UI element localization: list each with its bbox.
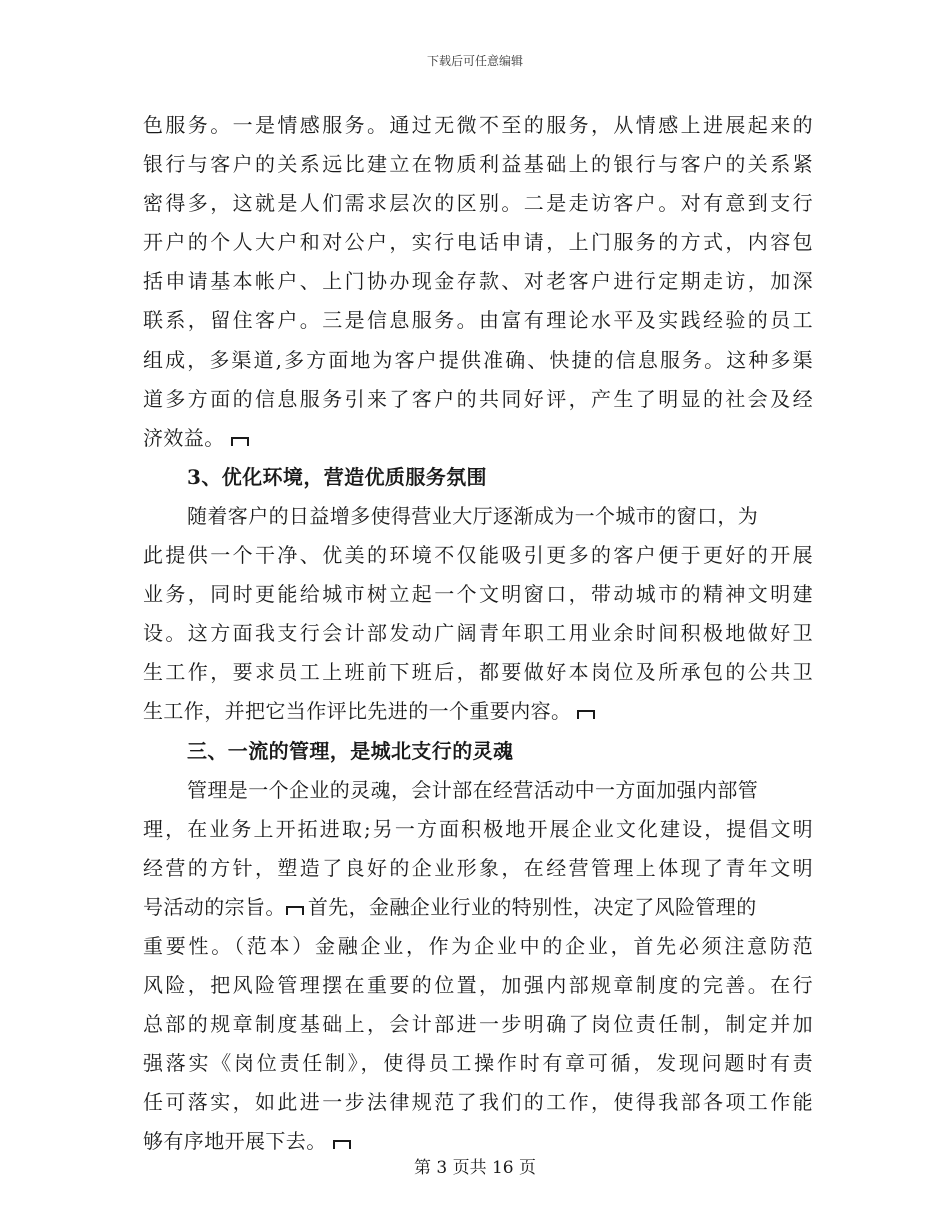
- paragraph-mark-icon: [333, 1140, 351, 1149]
- body-line: 道多方面的信息服务引来了客户的共同好评，产生了明显的社会及经: [143, 386, 813, 411]
- body-line: 联系，留住客户。三是信息服务。由富有理论水平及实践经验的员工: [143, 308, 813, 333]
- body-line-text: 济效益。: [143, 425, 225, 450]
- body-line: 随着客户的日益增多使得营业大厅逐渐成为一个城市的窗口，为: [187, 503, 759, 528]
- document-body: [143, 106, 813, 1162]
- body-line: 括申请基本帐户、上门协办现金存款、对老客户进行定期走访，加深: [143, 269, 813, 294]
- paragraph-mark-icon: [286, 906, 304, 915]
- page-header: 下载后可任意编辑: [426, 54, 523, 68]
- body-line: 密得多，这就是人们需求层次的区别。二是走访客户。对有意到支行: [143, 191, 813, 216]
- mixed-line: [143, 888, 813, 927]
- paragraph-end-line: [143, 692, 813, 731]
- body-line: 总部的规章制度基础上，会计部进一步明确了岗位责任制，制定并加: [143, 1012, 813, 1037]
- body-line: 设。这方面我支行会计部发动广阔青年职工用业余时间积极地做好卫: [143, 621, 813, 646]
- body-line: 生工作，要求员工上班前下班后，都要做好本岗位及所承包的公共卫: [143, 660, 813, 685]
- body-line: 重要性。（范本）金融企业，作为企业中的企业，首先必须注意防范: [143, 933, 813, 958]
- body-line: 组成，多渠道,多方面地为客户提供准确、快捷的信息服务。这种多渠: [143, 347, 813, 372]
- body-line: 强落实《岗位责任制》，使得员工操作时有章可循，发现问题时有责: [143, 1051, 813, 1076]
- body-line: 色服务。一是情感服务。通过无微不至的服务，从情感上进展起来的: [143, 113, 813, 137]
- body-line-text: 生工作，并把它当作评比先进的一个重要内容。: [143, 699, 572, 724]
- paragraph-end-line: [143, 1122, 813, 1161]
- body-line: 此提供一个干净、优美的环境不仅能吸引更多的客户便于更好的开展: [143, 543, 813, 568]
- body-line: 开户的个人大户和对公户，实行电话申请，上门服务的方式，内容包: [143, 230, 813, 255]
- body-line: 业务，同时更能给城市树立起一个文明窗口，带动城市的精神文明建: [143, 582, 813, 607]
- body-line: 任可落实，如此进一步法律规范了我们的工作，使得我部各项工作能: [143, 1090, 813, 1115]
- body-line-text: 号活动的宗旨。: [143, 894, 286, 919]
- body-line: 经营的方针，塑造了良好的企业形象，在经营管理上体现了青年文明: [143, 855, 813, 880]
- body-line: 管理是一个企业的灵魂，会计部在经营活动中一方面加强内部管: [187, 777, 759, 802]
- paragraph-mark-icon: [231, 437, 249, 446]
- paragraph-mark-icon: [577, 710, 595, 719]
- body-line: 银行与客户的关系远比建立在物质利益基础上的银行与客户的关系紧: [143, 152, 813, 177]
- page-number: 第 3 页共 16 页: [413, 1158, 537, 1178]
- section-heading: 3、优化环境，营造优质服务氛围: [187, 464, 487, 489]
- paragraph-end-line: [143, 419, 813, 458]
- body-line: 理，在业务上开拓进取;另一方面积极地开展企业文化建设，提倡文明: [143, 816, 813, 841]
- body-line: 风险，把风险管理摆在重要的位置，加强内部规章制度的完善。在行: [143, 973, 813, 998]
- section-heading: 三、一流的管理，是城北支行的灵魂: [187, 738, 514, 763]
- body-line-text: 首先，金融企业行业的特别性，决定了风险管理的: [307, 894, 757, 919]
- body-line-text: 够有序地开展下去。: [143, 1129, 327, 1154]
